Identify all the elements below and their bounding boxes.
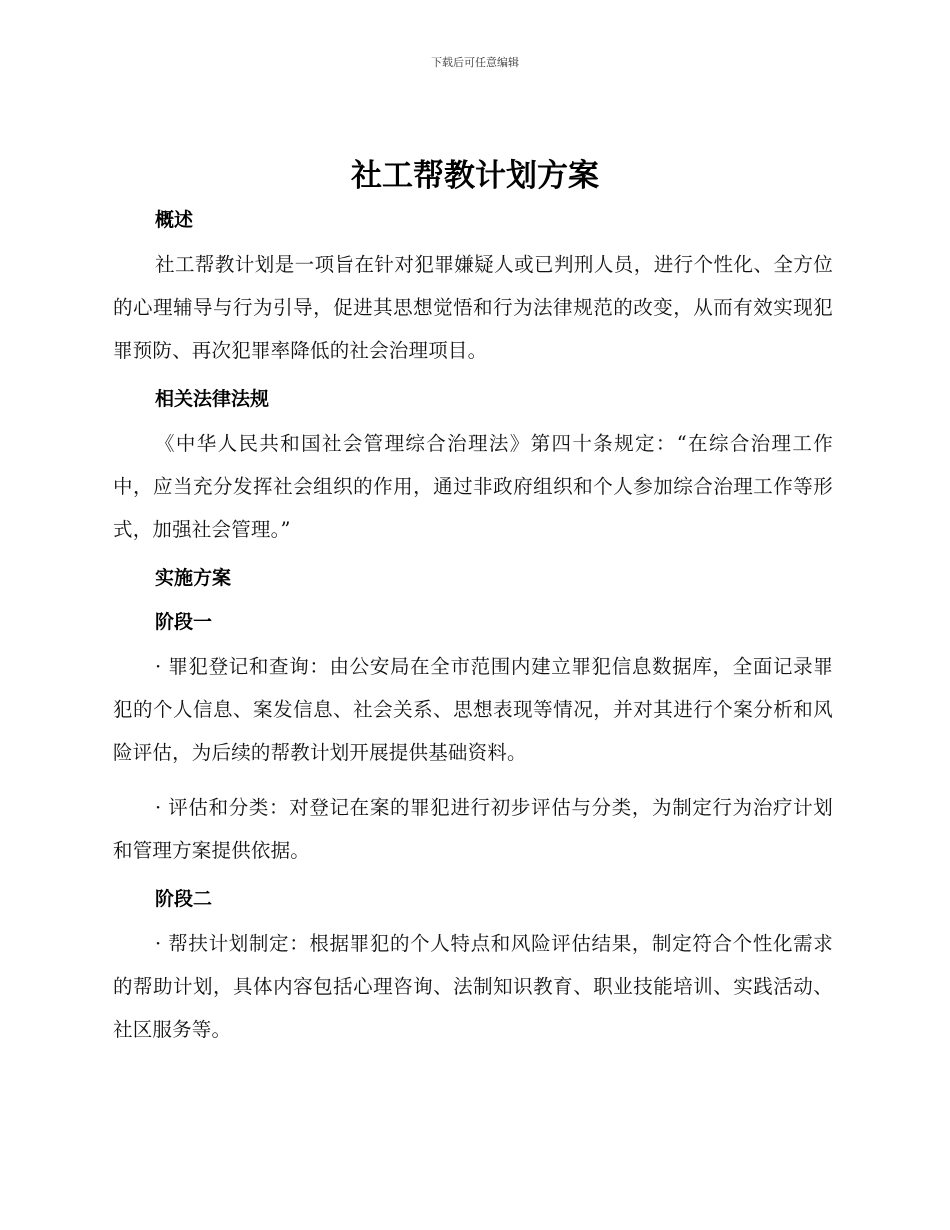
list-item-stage-1-registration: · 罪犯登记和查询：由公安局在全市范围内建立罪犯信息数据库，全面记录罪犯的个人信息、案发信息、社会关系、思想表现等情况，并对其进行个案分析和风险评估，为后续的帮教计划开展提供基础资料。 bbox=[113, 655, 833, 764]
paragraph-law: 《中华人民共和国社会管理综合治理法》第四十条规定：“在综合治理工作中，应当充分发挥社会组织的作用，通过非政府组织和个人参加综合治理工作等形式，加强社会管理。” bbox=[113, 432, 833, 541]
list-item-stage-1-assessment: · 评估和分类：对登记在案的罪犯进行初步评估与分类，为制定行为治疗计划和管理方案提供依据。 bbox=[113, 796, 833, 862]
heading-stage-2: 阶段二 bbox=[155, 888, 213, 910]
heading-plan: 实施方案 bbox=[155, 567, 232, 589]
list-item-stage-2-support-plan: · 帮扶计划制定：根据罪犯的个人特点和风险评估结果，制定符合个性化需求的帮助计划，具体内容包括心理咨询、法制知识教育、职业技能培训、实践活动、社区服务等。 bbox=[113, 932, 833, 1041]
document-body bbox=[113, 205, 833, 1051]
document-title: 社工帮教计划方案 bbox=[351, 158, 599, 194]
paragraph-overview: 社工帮教计划是一项旨在针对犯罪嫌疑人或已判刑人员，进行个性化、全方位的心理辅导与行为引导，促进其思想觉悟和行为法律规范的改变，从而有效实现犯罪预防、再次犯罪率降低的社会治理项目。 bbox=[113, 253, 833, 362]
heading-stage-1: 阶段一 bbox=[155, 611, 213, 633]
page-header-note: 下载后可任意编辑 bbox=[431, 56, 519, 69]
heading-overview: 概述 bbox=[155, 209, 194, 231]
heading-law: 相关法律法规 bbox=[155, 388, 270, 410]
